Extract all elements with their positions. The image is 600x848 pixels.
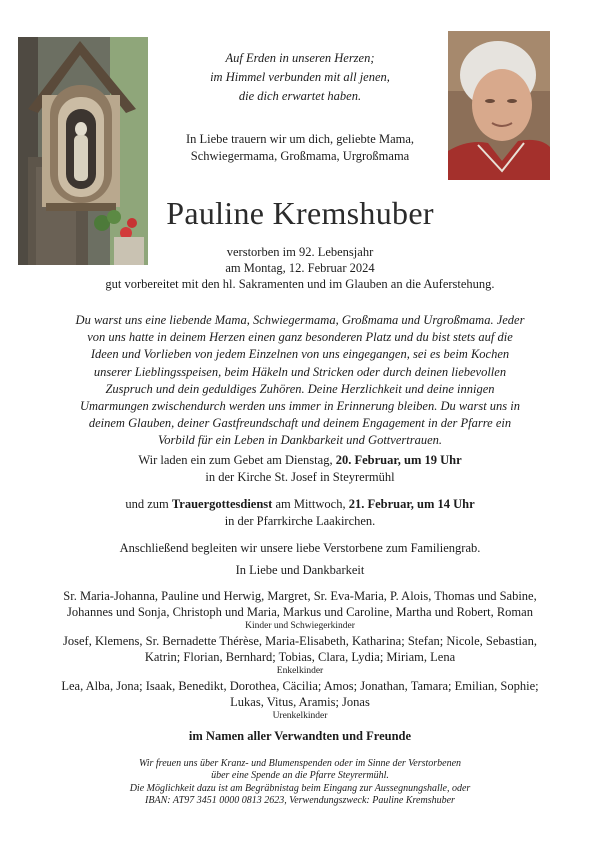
deceased-name: Pauline Kremshuber	[166, 195, 434, 231]
death-details	[40, 244, 560, 292]
mass-datetime: 21. Februar, um 14 Uhr	[348, 497, 475, 511]
donation-line: Wir freuen uns über Kranz- und Blumenspenden oder im Sinne der Verstorbenen	[138, 758, 462, 769]
tribute-line: Du warst uns eine liebende Mama, Schwiegermama, Großmama und Urgroßmama. Jeder	[75, 313, 525, 327]
grandchildren-names: Katrin; Florian, Bernhard; Tobias, Clara, Lydia; Miriam, Lena	[144, 649, 456, 664]
memorial-quote	[160, 49, 440, 106]
burial-line: Anschließend begleiten wir unsere liebe Verstorbene zum Familiengrab.	[119, 541, 481, 555]
tribute-line: unserer Lieblingsspeisen, beim Häkeln und Stricken oder durch deinen liebevollen	[93, 364, 507, 379]
mourning-line: In Liebe trauern wir um dich, geliebte Mama,	[185, 132, 415, 146]
family-signature: im Namen aller Verwandten und Freunde	[188, 729, 412, 743]
quote-line: im Himmel verbunden mit all jenen,	[210, 70, 390, 84]
mass-day: am Mittwoch,	[272, 497, 349, 511]
death-sacraments: gut vorbereitet mit den hl. Sakramenten und im Glauben an die Auferstehung.	[105, 277, 495, 291]
tribute-text	[60, 312, 540, 450]
tribute-line: deinem Glauben, deiner Gastfreundschaft und deinem Engagement in der Pfarre ein	[88, 416, 512, 431]
tribute-line: Ideen und Vorlieben von jedem Einzelnen von uns eingegangen, sei es beim Kochen	[90, 347, 510, 362]
grandchildren-block	[50, 634, 550, 677]
death-age: verstorben im 92. Lebensjahr	[226, 245, 374, 259]
prayer-line	[60, 452, 540, 469]
prayer-datetime: 20. Februar, um 19 Uhr	[335, 453, 462, 467]
mourning-line: Schwiegermama, Großmama, Urgroßmama	[190, 149, 410, 163]
mourning-text	[160, 131, 440, 165]
donation-iban: IBAN: AT97 3451 0000 0813 2623, Verwendungszweck: Pauline Kremshuber	[145, 795, 455, 807]
prayer-place: in der Kirche St. Josef in Steyrermühl	[205, 469, 395, 484]
donation-line: Die Möglichkeit dazu ist am Begräbnistag beim Eingang zur Aussegnungshalle, oder	[129, 782, 471, 794]
mass-place: in der Pfarrkirche Laakirchen.	[224, 513, 376, 528]
quote-line: die dich erwartet haben.	[238, 89, 362, 103]
service-invitation	[60, 452, 540, 557]
children-block	[50, 589, 550, 632]
children-names: Johannes und Sonja, Christoph und Maria, Markus und Caroline, Martha und Robert, Roman	[67, 604, 533, 619]
mass-intro: und zum	[125, 497, 172, 511]
children-names: Sr. Maria-Johanna, Pauline und Herwig, Margret, Sr. Eva-Maria, P. Alois, Thomas und Sabine,	[63, 589, 537, 603]
tribute-line: Umarmungen zwischendurch werden uns immer in Erinnerung bleiben. Du warst uns in	[79, 399, 521, 414]
thanks-line: In Liebe und Dankbarkeit	[235, 563, 365, 577]
great-grandchildren-label: Urenkelkinder	[272, 711, 328, 721]
portrait-photo	[448, 31, 550, 180]
grandchildren-label: Enkelkinder	[276, 666, 324, 676]
mass-line	[60, 496, 540, 513]
tribute-line: Zuspruch und dein geduldiges Zuhören. Deine Herzlichkeit und deine innigen	[105, 381, 495, 396]
tribute-line: Vorbild für ein Leben in Dankbarkeit und Gottvertrauen.	[158, 433, 442, 448]
great-grandchildren-names: Lea, Alba, Jona; Isaak, Benedikt, Dorothea, Cäcilia; Amos; Jonathan, Tamara; Emilian, Sophie;	[61, 679, 539, 693]
grandchildren-names: Josef, Klemens, Sr. Bernadette Thérèse, Maria-Elisabeth, Katharina; Stefan; Nicole, Sebastian,	[63, 634, 537, 648]
donation-note	[70, 758, 530, 808]
great-grandchildren-block	[50, 679, 550, 722]
shrine-photo	[18, 37, 148, 265]
mass-title: Trauergottesdienst	[171, 497, 273, 511]
donation-line: über eine Spende an die Pfarre Steyrermühl.	[211, 770, 389, 782]
tribute-line: von uns hatte in deinem Herzen einen ganz besonderen Platz und du bist stets auf die	[87, 330, 513, 345]
children-label: Kinder und Schwiegerkinder	[245, 621, 355, 631]
prayer-intro: Wir laden ein zum Gebet am Dienstag,	[138, 453, 336, 467]
quote-line: Auf Erden in unseren Herzen;	[225, 51, 375, 65]
great-grandchildren-names: Lukas, Vitus, Aramis; Jonas	[230, 694, 370, 709]
death-date: am Montag, 12. Februar 2024	[225, 261, 375, 275]
